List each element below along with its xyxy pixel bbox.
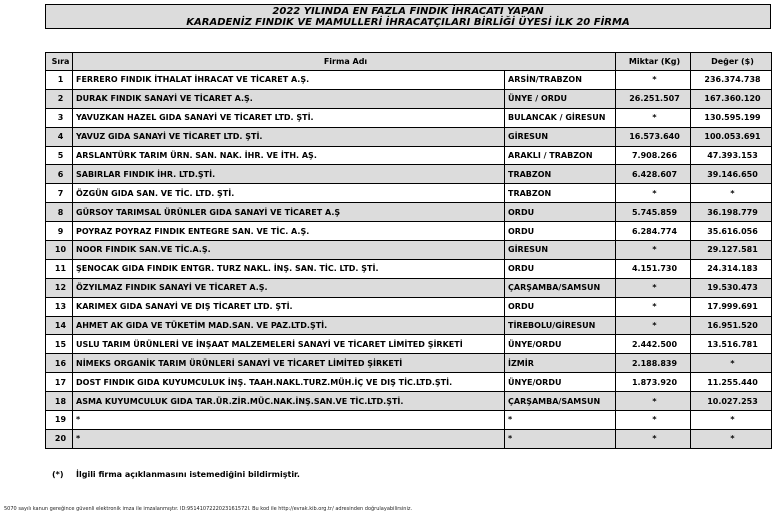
cell-miktar: * [616,71,691,90]
document-title [45,4,771,29]
table-row [46,411,772,430]
cell-sira: 19 [46,411,73,430]
cell-sira: 4 [46,127,73,146]
cell-deger: 130.595.199 [691,108,772,127]
table-row [46,259,772,278]
cell-firma: USLU TARIM ÜRÜNLERİ VE İNŞAAT MALZEMELERİ SANAYİ VE TİCARET LİMİTED ŞİRKETİ [73,335,505,354]
cell-sira: 10 [46,241,73,260]
cell-deger: * [691,184,772,203]
table-row [46,241,772,260]
exporters-table [45,52,772,449]
table-row [46,71,772,90]
cell-location: ÇARŞAMBA/SAMSUN [505,278,616,297]
cell-sira: 14 [46,316,73,335]
cell-location: ORDU [505,297,616,316]
cell-firma: ARSLANTÜRK TARIM ÜRN. SAN. NAK. İHR. VE İTH. AŞ. [73,146,505,165]
cell-location: GİRESUN [505,127,616,146]
cell-deger: 39.146.650 [691,165,772,184]
cell-deger: 36.198.779 [691,203,772,222]
cell-deger: * [691,354,772,373]
title-line-1: 2022 YILINDA EN FAZLA FINDIK İHRACATI YAPAN [272,6,544,17]
cell-deger: 24.314.183 [691,259,772,278]
table-row [46,297,772,316]
table-row [46,335,772,354]
cell-deger: 10.027.253 [691,392,772,411]
table-row [46,108,772,127]
cell-firma: AHMET AK GIDA VE TÜKETİM MAD.SAN. VE PAZ.LTD.ŞTİ. [73,316,505,335]
cell-deger: 35.616.056 [691,222,772,241]
cell-miktar: * [616,297,691,316]
cell-miktar: * [616,184,691,203]
cell-firma: ÖZYILMAZ FINDIK SANAYİ VE TİCARET A.Ş. [73,278,505,297]
table-row [46,354,772,373]
cell-miktar: * [616,392,691,411]
table-row [46,184,772,203]
header-firma: Firma Adı [73,53,616,71]
cell-firma: YAVUZ GIDA SANAYİ VE TİCARET LTD. ŞTİ. [73,127,505,146]
cell-miktar: * [616,108,691,127]
cell-sira: 15 [46,335,73,354]
cell-firma: NİMEKS ORGANİK TARIM ÜRÜNLERİ SANAYİ VE TİCARET LİMİTED ŞİRKETİ [73,354,505,373]
cell-sira: 20 [46,429,73,448]
cell-sira: 18 [46,392,73,411]
table-row [46,392,772,411]
cell-sira: 12 [46,278,73,297]
header-miktar: Miktar (Kg) [616,53,691,71]
signature-footer: 5070 sayılı kanun gereğince güvenli elektronik imza ile imzalanmıştır. ID:9514107222023161572I. Bu kod ile http://evrak.kib.org.tr/ adresinden doğrulayabilirsiniz. [4,506,413,512]
cell-firma: ÖZGÜN GIDA SAN. VE TİC. LTD. ŞTİ. [73,184,505,203]
cell-miktar: 2.442.500 [616,335,691,354]
cell-sira: 16 [46,354,73,373]
cell-firma: KARIMEX GIDA SANAYİ VE DIŞ TİCARET LTD. ŞTİ. [73,297,505,316]
cell-sira: 13 [46,297,73,316]
table-row [46,278,772,297]
cell-firma: DURAK FINDIK SANAYİ VE TİCARET A.Ş. [73,89,505,108]
cell-location: ORDU [505,259,616,278]
cell-deger: 17.999.691 [691,297,772,316]
table-row [46,146,772,165]
cell-firma: GÜRSOY TARIMSAL ÜRÜNLER GIDA SANAYİ VE TİCARET A.Ş [73,203,505,222]
table-row [46,222,772,241]
cell-sira: 17 [46,373,73,392]
cell-miktar: 4.151.730 [616,259,691,278]
header-deger: Değer ($) [691,53,772,71]
cell-location: ORDU [505,203,616,222]
cell-miktar: 6.284.774 [616,222,691,241]
cell-deger: * [691,411,772,430]
table-row [46,89,772,108]
cell-miktar: 2.188.839 [616,354,691,373]
cell-firma: POYRAZ POYRAZ FINDIK ENTEGRE SAN. VE TİC. A.Ş. [73,222,505,241]
cell-location: İZMİR [505,354,616,373]
title-line-2: KARADENİZ FINDIK VE MAMULLERİ İHRACATÇILARI BİRLİĞİ ÜYESİ İLK 20 FİRMA [186,17,630,28]
cell-location: ORDU [505,222,616,241]
cell-deger: 29.127.581 [691,241,772,260]
cell-location: ARSİN/TRABZON [505,71,616,90]
cell-deger: 236.374.738 [691,71,772,90]
cell-sira: 5 [46,146,73,165]
table-row [46,203,772,222]
cell-deger: 47.393.153 [691,146,772,165]
cell-sira: 6 [46,165,73,184]
table-row [46,373,772,392]
cell-location: * [505,429,616,448]
table-row [46,429,772,448]
table-row [46,165,772,184]
cell-sira: 9 [46,222,73,241]
cell-sira: 2 [46,89,73,108]
cell-location: ÜNYE/ORDU [505,335,616,354]
cell-deger: 19.530.473 [691,278,772,297]
cell-sira: 7 [46,184,73,203]
cell-location: ÇARŞAMBA/SAMSUN [505,392,616,411]
cell-location: TRABZON [505,184,616,203]
header-sira: Sıra [46,53,73,71]
cell-miktar: * [616,429,691,448]
footnote-mark: (*) [52,470,64,479]
cell-firma: NOOR FINDIK SAN.VE TİC.A.Ş. [73,241,505,260]
cell-firma: ASMA KUYUMCULUK GIDA TAR.ÜR.ZİR.MÜC.NAK.İNŞ.SAN.VE TİC.LTD.ŞTİ. [73,392,505,411]
cell-sira: 3 [46,108,73,127]
cell-miktar: * [616,316,691,335]
cell-location: ÜNYE / ORDU [505,89,616,108]
cell-miktar: * [616,241,691,260]
cell-sira: 8 [46,203,73,222]
cell-deger: 167.360.120 [691,89,772,108]
footnote [52,470,300,479]
table-header-row [46,53,772,71]
cell-deger: 100.053.691 [691,127,772,146]
cell-location: ARAKLI / TRABZON [505,146,616,165]
cell-sira: 1 [46,71,73,90]
cell-sira: 11 [46,259,73,278]
cell-deger: * [691,429,772,448]
cell-firma: * [73,429,505,448]
cell-miktar: 1.873.920 [616,373,691,392]
cell-deger: 16.951.520 [691,316,772,335]
cell-firma: SABIRLAR FINDIK İHR. LTD.ŞTİ. [73,165,505,184]
cell-location: ÜNYE/ORDU [505,373,616,392]
cell-miktar: * [616,411,691,430]
table-row [46,316,772,335]
cell-firma: FERRERO FINDIK İTHALAT İHRACAT VE TİCARET A.Ş. [73,71,505,90]
cell-location: * [505,411,616,430]
cell-miktar: 7.908.266 [616,146,691,165]
cell-miktar: 6.428.607 [616,165,691,184]
cell-location: TİREBOLU/GİRESUN [505,316,616,335]
cell-deger: 13.516.781 [691,335,772,354]
cell-deger: 11.255.440 [691,373,772,392]
footnote-text: İlgili firma açıklanmasını istemediğini bildirmiştir. [76,470,300,479]
cell-miktar: 16.573.640 [616,127,691,146]
cell-firma: ŞENOCAK GIDA FINDIK ENTGR. TURZ NAKL. İNŞ. SAN. TİC. LTD. ŞTİ. [73,259,505,278]
cell-miktar: 26.251.507 [616,89,691,108]
cell-miktar: * [616,278,691,297]
table-row [46,127,772,146]
cell-location: TRABZON [505,165,616,184]
cell-location: GİRESUN [505,241,616,260]
cell-firma: DOST FINDIK GIDA KUYUMCULUK İNŞ. TAAH.NAKL.TURZ.MÜH.İÇ VE DIŞ TİC.LTD.ŞTİ. [73,373,505,392]
cell-location: BULANCAK / GİRESUN [505,108,616,127]
cell-firma: YAVUZKAN HAZEL GIDA SANAYİ VE TİCARET LTD. ŞTİ. [73,108,505,127]
cell-firma: * [73,411,505,430]
cell-miktar: 5.745.859 [616,203,691,222]
